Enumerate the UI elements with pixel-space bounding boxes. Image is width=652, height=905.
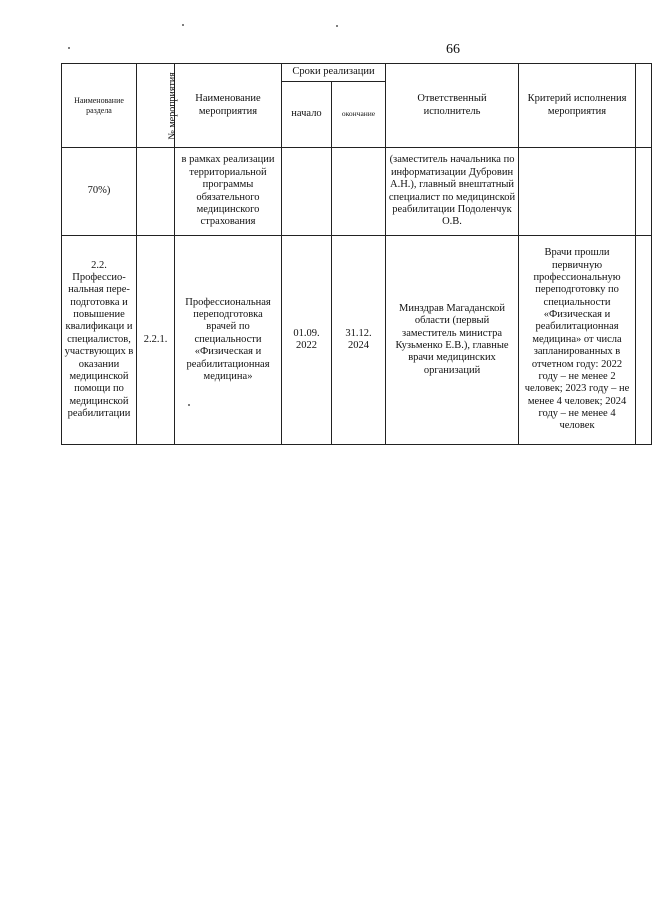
header-section-name: Наименование раздела [62,64,137,148]
row2-cut-cell [636,236,652,445]
row1-criterion [519,148,636,236]
row1-start [282,148,332,236]
row2-start: 01.09. 2022 [282,236,332,445]
header-event-number [137,64,178,148]
activities-table [61,63,652,445]
header-cut-column [636,64,652,148]
row2-end: 31.12. 2024 [332,236,386,445]
row1-end [332,148,386,236]
row2-responsible: Минздрав Магаданской области (первый заместитель министра Кузьменко Е.В.), главные врачи медицинских организаций [386,236,519,445]
row1-responsible: (заместитель начальника по информатизации Дубровин А.Н.), главный внештатный специалист по медицинской реабилитации Подоленчук О.В. [386,148,519,236]
header-responsible: Ответственный исполнитель [386,64,519,148]
header-start: начало [282,82,332,148]
header-criterion: Критерий исполнения мероприятия [519,64,636,148]
scan-speck [68,47,70,49]
row1-name: в рамках реализации территориальной программы обязательного медицинского страхования [175,148,282,236]
row2-name: Профессиональная переподготовка врачей по специальности «Физическая и реабилитационная медицина» [175,236,282,445]
header-terms: Сроки реализации [282,64,386,82]
row1-section: 70%) [62,148,137,236]
row2-criterion: Врачи прошли первичную профессиональную переподготовку по специальности «Физическая и реабилитационная медицина» от числа запланированных в отчетном году: 2022 году – не менее 2 человек; 2023 году – не менее 4 человек; 2024 году – не менее 4 человек [519,236,636,445]
row1-number [137,148,175,236]
row2-number: 2.2.1. [137,236,175,445]
table-row [62,236,652,445]
page-number: 66 [446,42,460,57]
header-end: окончание [332,82,386,148]
header-event-name: Наименование мероприятия [175,64,282,148]
row1-cut-cell [636,148,652,236]
table-row [62,148,652,236]
row2-section: 2.2. Профессио-нальная пере-подготовка и повышение квалификаци и специалистов, участвующих в оказании медицинской помощи по медицинской реабилитации [62,236,137,445]
header-event-number-label: № мероприятия [166,71,178,140]
scan-speck [336,25,338,27]
scan-speck [182,24,184,26]
